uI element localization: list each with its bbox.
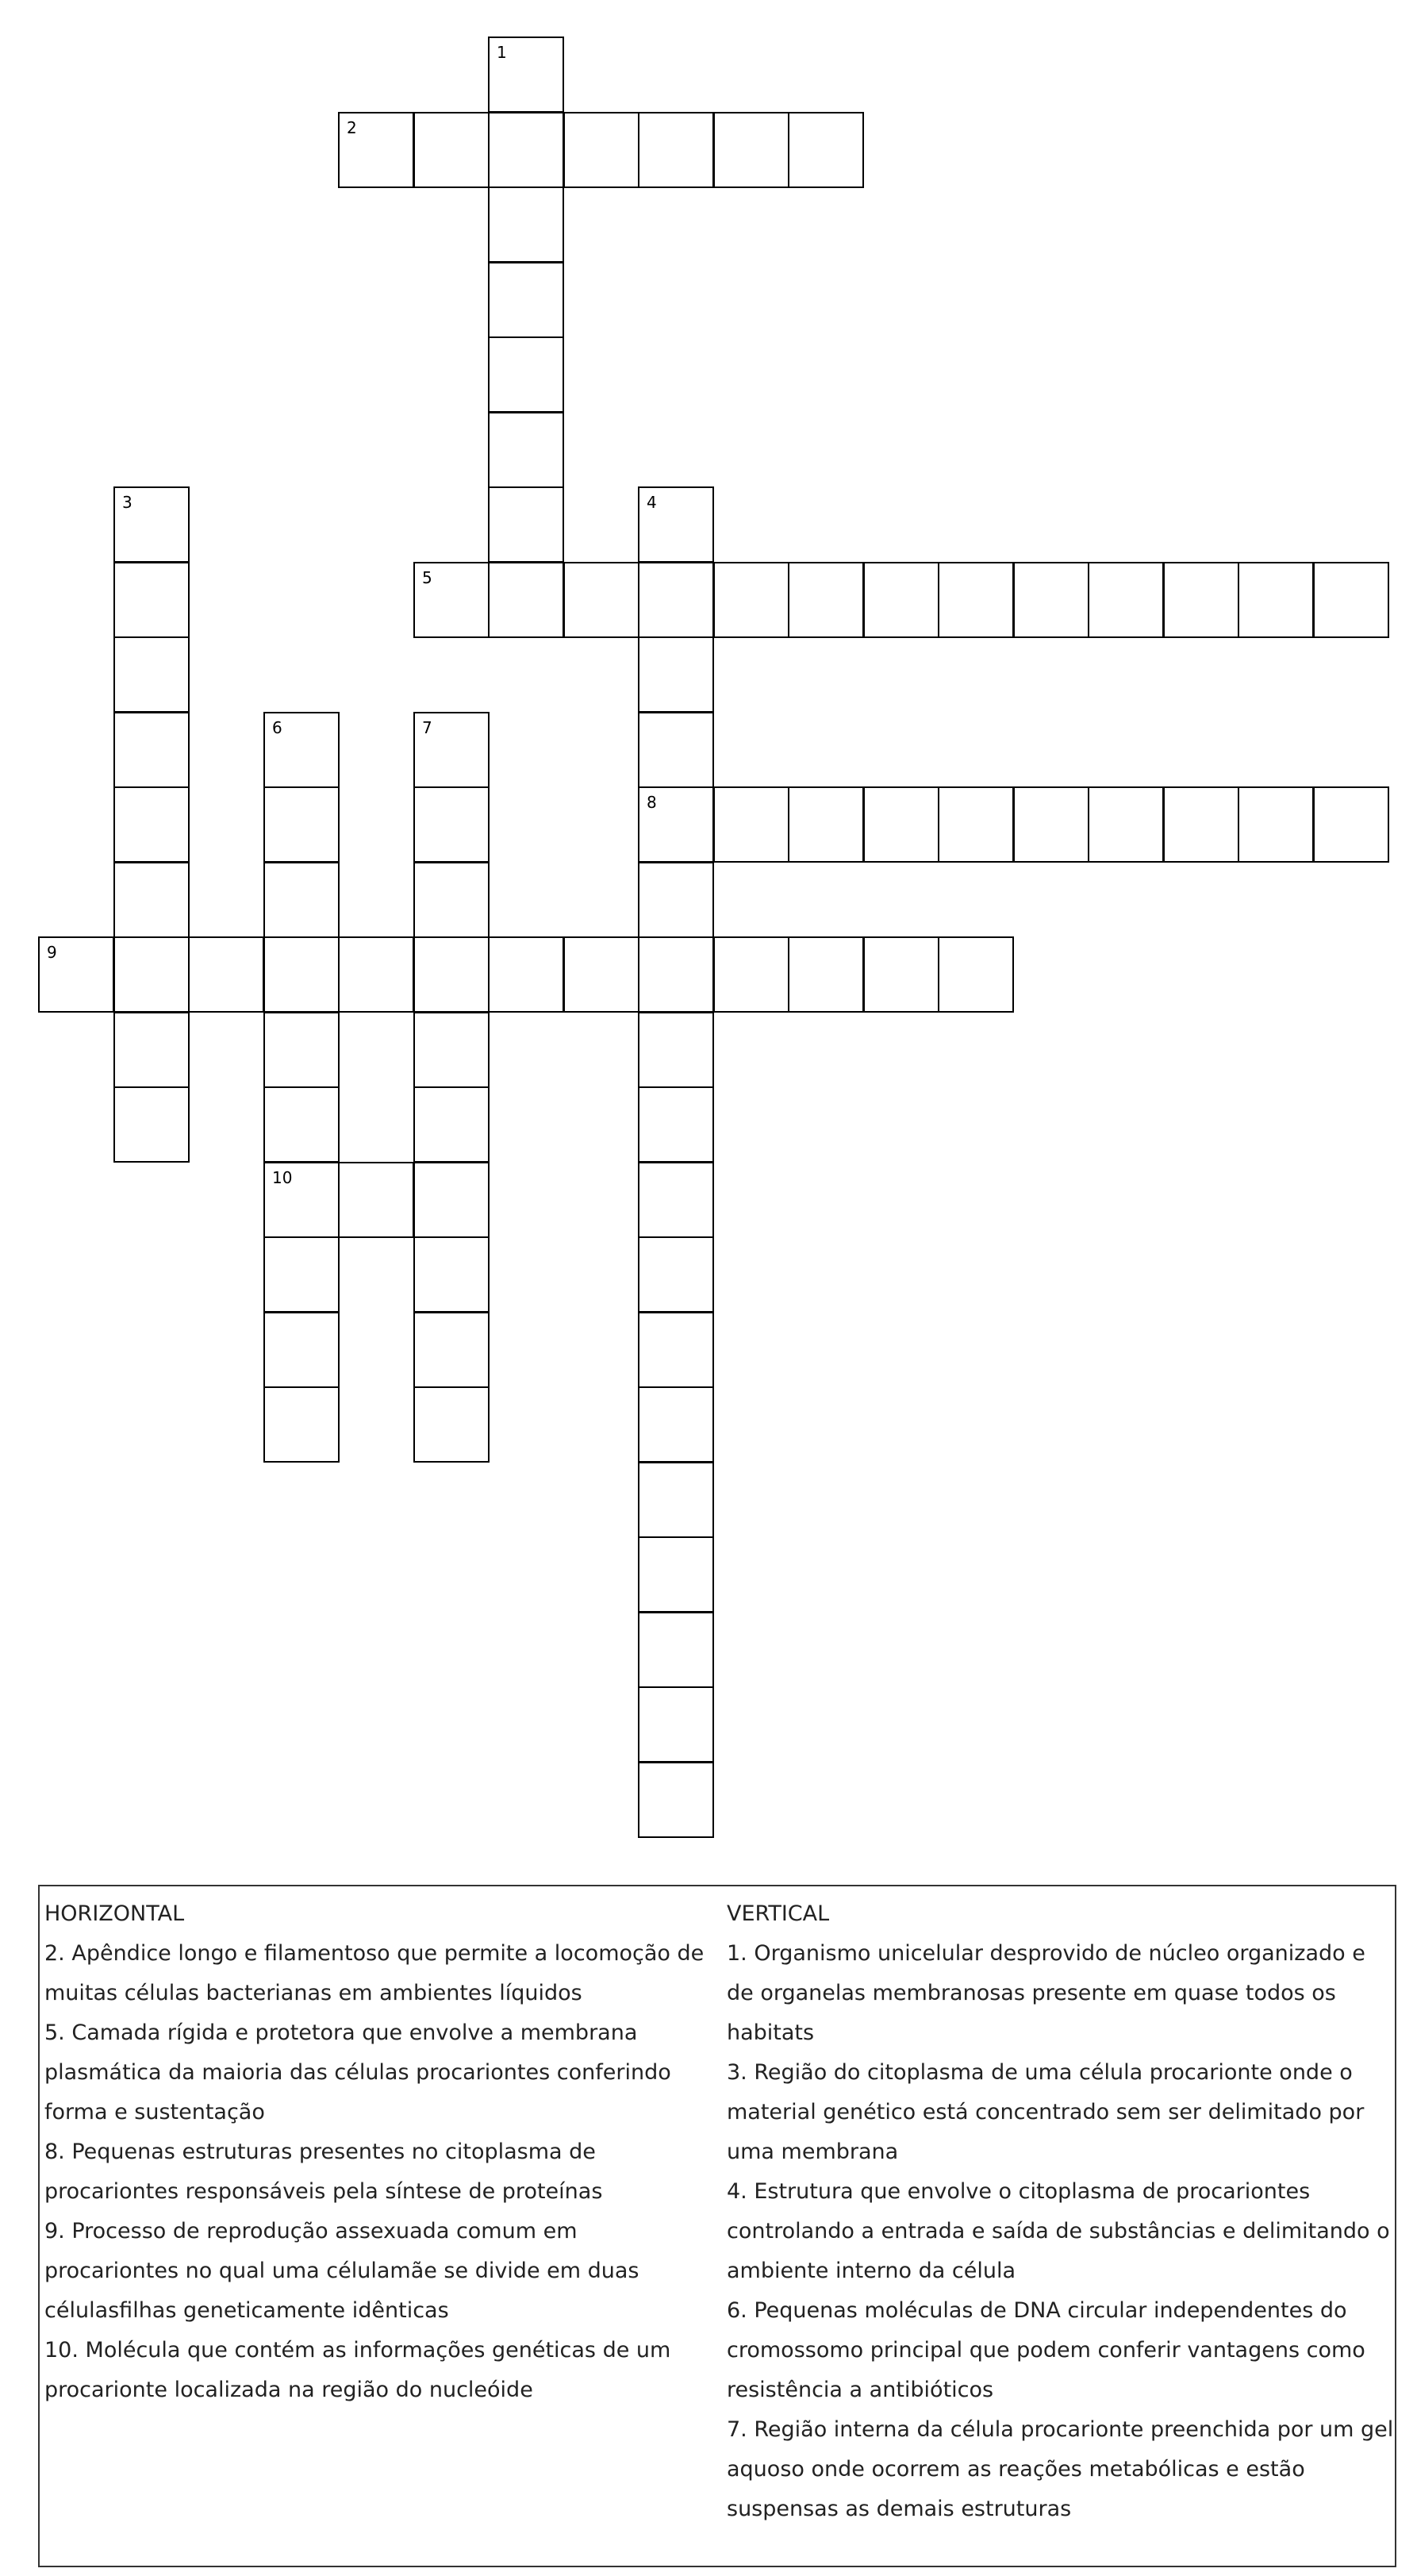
- crossword-cell[interactable]: [413, 1086, 490, 1163]
- clue-number: 1: [497, 43, 507, 62]
- crossword-cell[interactable]: [263, 936, 340, 1013]
- clue-line: 10. Molécula que contém as informações genéticas de um: [44, 2338, 671, 2363]
- horizontal-clue: [44, 2132, 711, 2212]
- crossword-cell[interactable]: [638, 712, 714, 788]
- crossword-cell[interactable]: [488, 186, 564, 263]
- crossword-cell[interactable]: [1238, 562, 1314, 638]
- clue-number: 7: [422, 718, 432, 737]
- clue-line: 9. Processo de reprodução assexuada comum em: [44, 2219, 578, 2243]
- crossword-cell[interactable]: [713, 786, 789, 863]
- vertical-clues-column: [727, 1894, 1395, 2529]
- clue-number: 8: [647, 793, 657, 812]
- clue-line: plasmática da maioria das células procariontes conferindo: [44, 2060, 671, 2085]
- clue-line: muitas células bacterianas em ambientes líquidos: [44, 1981, 582, 2005]
- crossword-cell[interactable]: [413, 1312, 490, 1388]
- clue-line: 6. Pequenas moléculas de DNA circular independentes do: [727, 2298, 1347, 2323]
- crossword-cell[interactable]: [263, 1162, 340, 1238]
- clue-line: suspensas as demais estruturas: [727, 2497, 1072, 2521]
- crossword-cell[interactable]: [113, 486, 190, 563]
- crossword-cell[interactable]: [488, 262, 564, 338]
- crossword-cell[interactable]: [113, 1086, 190, 1163]
- crossword-cell[interactable]: [638, 1086, 714, 1163]
- crossword-cell[interactable]: [1313, 562, 1389, 638]
- crossword-cell[interactable]: [713, 562, 789, 638]
- clue-line: procariontes responsáveis pela síntese de proteínas: [44, 2179, 603, 2204]
- clue-line: forma e sustentação: [44, 2100, 265, 2124]
- crossword-cell[interactable]: [263, 1236, 340, 1313]
- crossword-cell[interactable]: [413, 562, 490, 638]
- crossword-cell[interactable]: [113, 786, 190, 863]
- crossword-cell[interactable]: [488, 562, 564, 638]
- crossword-cell[interactable]: [938, 936, 1014, 1013]
- crossword-cell[interactable]: [1013, 562, 1089, 638]
- crossword-cell[interactable]: [188, 936, 264, 1013]
- crossword-cell[interactable]: [638, 1312, 714, 1388]
- clue-line: de organelas membranosas presente em quase todos os: [727, 1981, 1336, 2005]
- crossword-cell[interactable]: [263, 786, 340, 863]
- crossword-cell[interactable]: [638, 1236, 714, 1313]
- clue-number: 2: [347, 118, 357, 137]
- crossword-cell[interactable]: [938, 786, 1014, 863]
- crossword-cell[interactable]: [338, 112, 414, 188]
- horizontal-clue: [44, 2013, 711, 2132]
- clue-number: 9: [47, 943, 57, 962]
- crossword-cell[interactable]: [1313, 786, 1389, 863]
- vertical-clue: [727, 2053, 1395, 2172]
- crossword-cell[interactable]: [638, 1162, 714, 1238]
- crossword-cell[interactable]: [638, 936, 714, 1013]
- crossword-cell[interactable]: [263, 1312, 340, 1388]
- crossword-cell[interactable]: [413, 1236, 490, 1313]
- crossword-cell[interactable]: [563, 562, 639, 638]
- clue-line: material genético está concentrado sem ser delimitado por: [727, 2100, 1365, 2124]
- vertical-clue: [727, 2410, 1395, 2529]
- crossword-cell[interactable]: [338, 1162, 414, 1238]
- crossword-cell[interactable]: [263, 712, 340, 788]
- crossword-cell[interactable]: [113, 1012, 190, 1088]
- crossword-cell[interactable]: [113, 712, 190, 788]
- clue-number: 10: [272, 1168, 293, 1187]
- horizontal-clue-list: [44, 1934, 711, 2410]
- crossword-cell[interactable]: [788, 562, 864, 638]
- crossword-cell[interactable]: [638, 1462, 714, 1538]
- clue-line: cromossomo principal que podem conferir vantagens como: [727, 2338, 1365, 2363]
- crossword-cell[interactable]: [113, 636, 190, 713]
- crossword-cell[interactable]: [413, 712, 490, 788]
- crossword-cell[interactable]: [788, 112, 864, 188]
- crossword-cell[interactable]: [713, 112, 789, 188]
- clue-line: ambiente interno da célula: [727, 2259, 1016, 2283]
- crossword-cell[interactable]: [488, 37, 564, 113]
- crossword-cell[interactable]: [638, 1012, 714, 1088]
- crossword-cell[interactable]: [263, 1012, 340, 1088]
- crossword-cell[interactable]: [1013, 786, 1089, 863]
- crossword-cell[interactable]: [263, 862, 340, 938]
- crossword-cell[interactable]: [413, 1162, 490, 1238]
- crossword-cell[interactable]: [638, 112, 714, 188]
- crossword-cell[interactable]: [638, 1536, 714, 1613]
- vertical-heading: VERTICAL: [727, 1901, 830, 1926]
- crossword-cell[interactable]: [638, 1386, 714, 1463]
- crossword-cell[interactable]: [488, 336, 564, 413]
- crossword-cell[interactable]: [488, 412, 564, 488]
- clue-number: 3: [122, 493, 132, 512]
- crossword-cell[interactable]: [413, 936, 490, 1013]
- horizontal-clue: [44, 1934, 711, 2013]
- crossword-cell[interactable]: [863, 562, 939, 638]
- clue-number: 5: [422, 568, 432, 587]
- crossword-cell[interactable]: [638, 862, 714, 938]
- clue-line: controlando a entrada e saída de substâncias e delimitando o: [727, 2219, 1390, 2243]
- clue-line: procariontes no qual uma célulamãe se divide em duas: [44, 2259, 639, 2283]
- crossword-cell[interactable]: [413, 786, 490, 863]
- vertical-clue: [727, 2172, 1395, 2291]
- clue-line: 1. Organismo unicelular desprovido de núcleo organizado e: [727, 1941, 1365, 1966]
- clue-line: 3. Região do citoplasma de uma célula procarionte onde o: [727, 2060, 1353, 2085]
- clue-line: uma membrana: [727, 2140, 899, 2164]
- crossword-cell[interactable]: [338, 936, 414, 1013]
- horizontal-clues-column: [44, 1894, 711, 2410]
- crossword-cell[interactable]: [413, 1012, 490, 1088]
- crossword-cell[interactable]: [788, 786, 864, 863]
- clue-line: procarionte localizada na região do nucleóide: [44, 2378, 533, 2402]
- crossword-cell[interactable]: [938, 562, 1014, 638]
- crossword-cell[interactable]: [638, 636, 714, 713]
- crossword-cell[interactable]: [563, 936, 639, 1013]
- crossword-cell[interactable]: [638, 562, 714, 638]
- crossword-cell[interactable]: [413, 112, 490, 188]
- crossword-cell[interactable]: [863, 786, 939, 863]
- vertical-clue-list: [727, 1934, 1395, 2529]
- clue-number: 4: [647, 493, 657, 512]
- crossword-cell[interactable]: [1163, 562, 1239, 638]
- clue-line: 2. Apêndice longo e filamentoso que permite a locomoção de: [44, 1941, 705, 1966]
- horizontal-clue: [44, 2331, 711, 2410]
- crossword-cell[interactable]: [638, 1612, 714, 1688]
- clue-line: resistência a antibióticos: [727, 2378, 994, 2402]
- crossword-cell[interactable]: [638, 1686, 714, 1763]
- crossword-cell[interactable]: [488, 936, 564, 1013]
- vertical-clue: [727, 1934, 1395, 2053]
- crossword-cell[interactable]: [563, 112, 639, 188]
- crossword-cell[interactable]: [263, 1086, 340, 1163]
- vertical-clue: [727, 2291, 1395, 2410]
- crossword-cell[interactable]: [638, 1762, 714, 1838]
- crossword-cell[interactable]: [638, 486, 714, 563]
- crossword-cell[interactable]: [788, 936, 864, 1013]
- horizontal-heading: HORIZONTAL: [44, 1901, 185, 1926]
- crossword-cell[interactable]: [1238, 786, 1314, 863]
- crossword-cell[interactable]: [1163, 786, 1239, 863]
- crossword-cell[interactable]: [113, 936, 190, 1013]
- clue-line: 4. Estrutura que envolve o citoplasma de procariontes: [727, 2179, 1311, 2204]
- crossword-cell[interactable]: [263, 1386, 340, 1463]
- clue-line: 5. Camada rígida e protetora que envolve a membrana: [44, 2020, 638, 2045]
- crossword-cell[interactable]: [488, 486, 564, 563]
- crossword-cell[interactable]: [488, 112, 564, 188]
- crossword-cell[interactable]: [638, 786, 714, 863]
- crossword-cell[interactable]: [863, 936, 939, 1013]
- clue-number: 6: [272, 718, 282, 737]
- crossword-cell[interactable]: [713, 936, 789, 1013]
- crossword-cell[interactable]: [113, 862, 190, 938]
- clue-line: 7. Região interna da célula procarionte preenchida por um gel: [727, 2417, 1394, 2442]
- crossword-cell[interactable]: [1088, 562, 1164, 638]
- crossword-cell[interactable]: [413, 862, 490, 938]
- horizontal-clue: [44, 2212, 711, 2331]
- crossword-cell[interactable]: [1088, 786, 1164, 863]
- crossword-cell[interactable]: [38, 936, 114, 1013]
- clue-line: habitats: [727, 2020, 815, 2045]
- crossword-cell[interactable]: [113, 562, 190, 638]
- clue-line: célulasfilhas geneticamente idênticas: [44, 2298, 449, 2323]
- crossword-cell[interactable]: [413, 1386, 490, 1463]
- clues-box: [38, 1885, 1396, 2567]
- clue-line: 8. Pequenas estruturas presentes no citoplasma de: [44, 2140, 596, 2164]
- clue-line: aquoso onde ocorrem as reações metabólicas e estão: [727, 2457, 1305, 2482]
